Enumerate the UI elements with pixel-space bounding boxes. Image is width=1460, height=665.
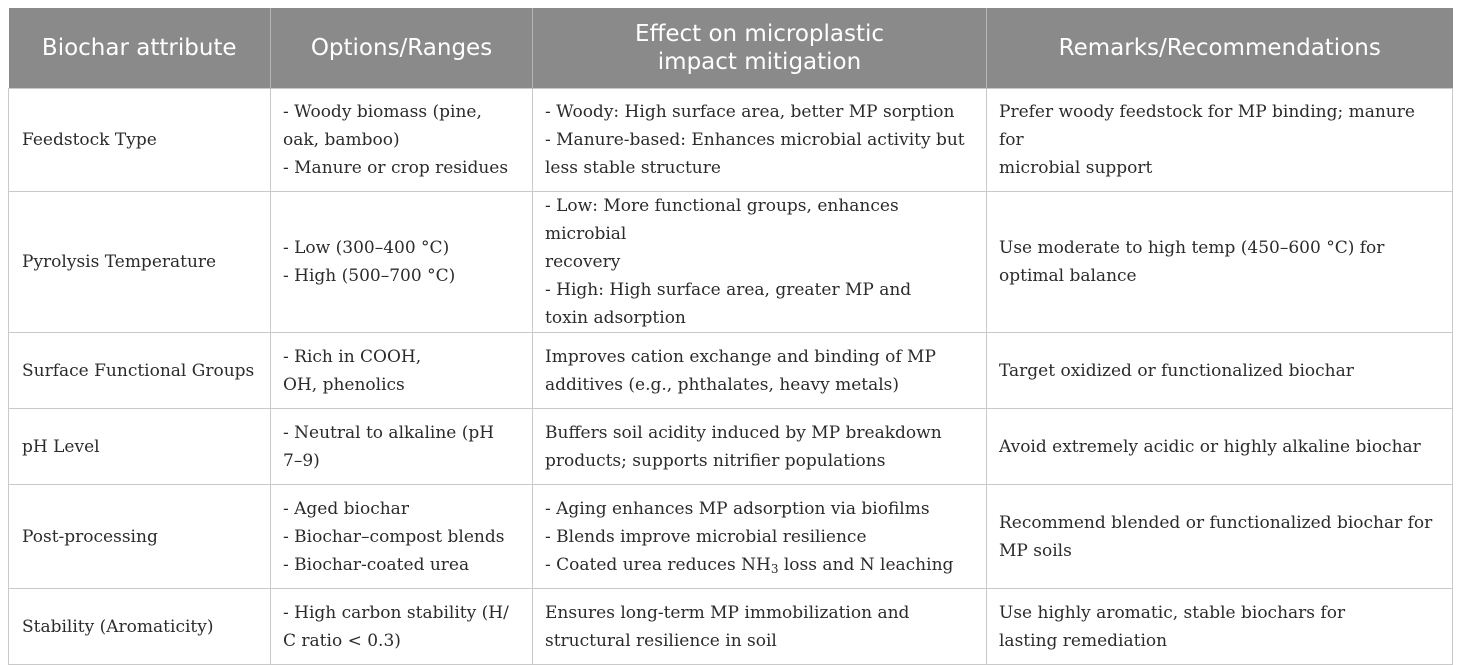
cell-options: - Neutral to alkaline (pH 7–9) — [271, 409, 533, 485]
cell-remarks: Target oxidized or functionalized biochar — [987, 333, 1453, 409]
table-row — [9, 409, 1453, 485]
effect-text: loss and N leaching — [778, 554, 954, 575]
table-row — [9, 192, 1453, 333]
table-row — [9, 589, 1453, 665]
cell-remarks: Prefer woody feedstock for MP binding; manure for microbial support — [987, 89, 1453, 192]
effect-line: - Blends improve microbial resilience — [545, 526, 867, 547]
table-row — [9, 89, 1453, 192]
cell-remarks: Avoid extremely acidic or highly alkaline biochar — [987, 409, 1453, 485]
cell-effect: Ensures long-term MP immobilization and structural resilience in soil — [533, 589, 987, 665]
subscript-3: 3 — [770, 561, 779, 576]
cell-options: - Rich in COOH, OH, phenolics — [271, 333, 533, 409]
cell-effect: Buffers soil acidity induced by MP breakdown products; supports nitrifier populations — [533, 409, 987, 485]
cell-effect: - Woody: High surface area, better MP sorption - Manure-based: Enhances microbial activity but less stable structure — [533, 89, 987, 192]
cell-options: - High carbon stability (H/ C ratio < 0.3) — [271, 589, 533, 665]
cell-options: - Low (300–400 °C) - High (500–700 °C) — [271, 192, 533, 333]
header-biochar-attribute: Biochar attribute — [9, 8, 271, 89]
cell-attribute: Pyrolysis Temperature — [9, 192, 271, 333]
effect-text: - Coated urea reduces NH — [545, 554, 771, 575]
cell-options: - Woody biomass (pine, oak, bamboo) - Manure or crop residues — [271, 89, 533, 192]
cell-attribute: Stability (Aromaticity) — [9, 589, 271, 665]
table-header-row — [9, 8, 1453, 89]
header-effect — [533, 8, 987, 89]
cell-effect: Improves cation exchange and binding of MP additives (e.g., phthalates, heavy metals) — [533, 333, 987, 409]
table-row — [9, 485, 1453, 589]
cell-remarks: Recommend blended or functionalized biochar for MP soils — [987, 485, 1453, 589]
cell-remarks: Use moderate to high temp (450–600 °C) for optimal balance — [987, 192, 1453, 333]
cell-remarks: Use highly aromatic, stable biochars for lasting remediation — [987, 589, 1453, 665]
biochar-attributes-table — [8, 8, 1453, 665]
cell-attribute: Feedstock Type — [9, 89, 271, 192]
cell-attribute: Post-processing — [9, 485, 271, 589]
table-row — [9, 333, 1453, 409]
header-options-ranges: Options/Ranges — [271, 8, 533, 89]
cell-attribute: Surface Functional Groups — [9, 333, 271, 409]
cell-attribute: pH Level — [9, 409, 271, 485]
cell-effect: - Low: More functional groups, enhances microbial recovery - High: High surface area, greater MP and toxin adsorption — [533, 192, 987, 333]
effect-line: - Aging enhances MP adsorption via biofilms — [545, 498, 930, 519]
biochar-table-container — [8, 8, 1452, 665]
header-effect-label: Effect on microplastic impact mitigation — [634, 21, 885, 75]
cell-options: - Aged biochar - Biochar–compost blends - Biochar-coated urea — [271, 485, 533, 589]
effect-line — [545, 551, 974, 579]
cell-effect — [533, 485, 987, 589]
header-remarks: Remarks/Recommendations — [987, 8, 1453, 89]
